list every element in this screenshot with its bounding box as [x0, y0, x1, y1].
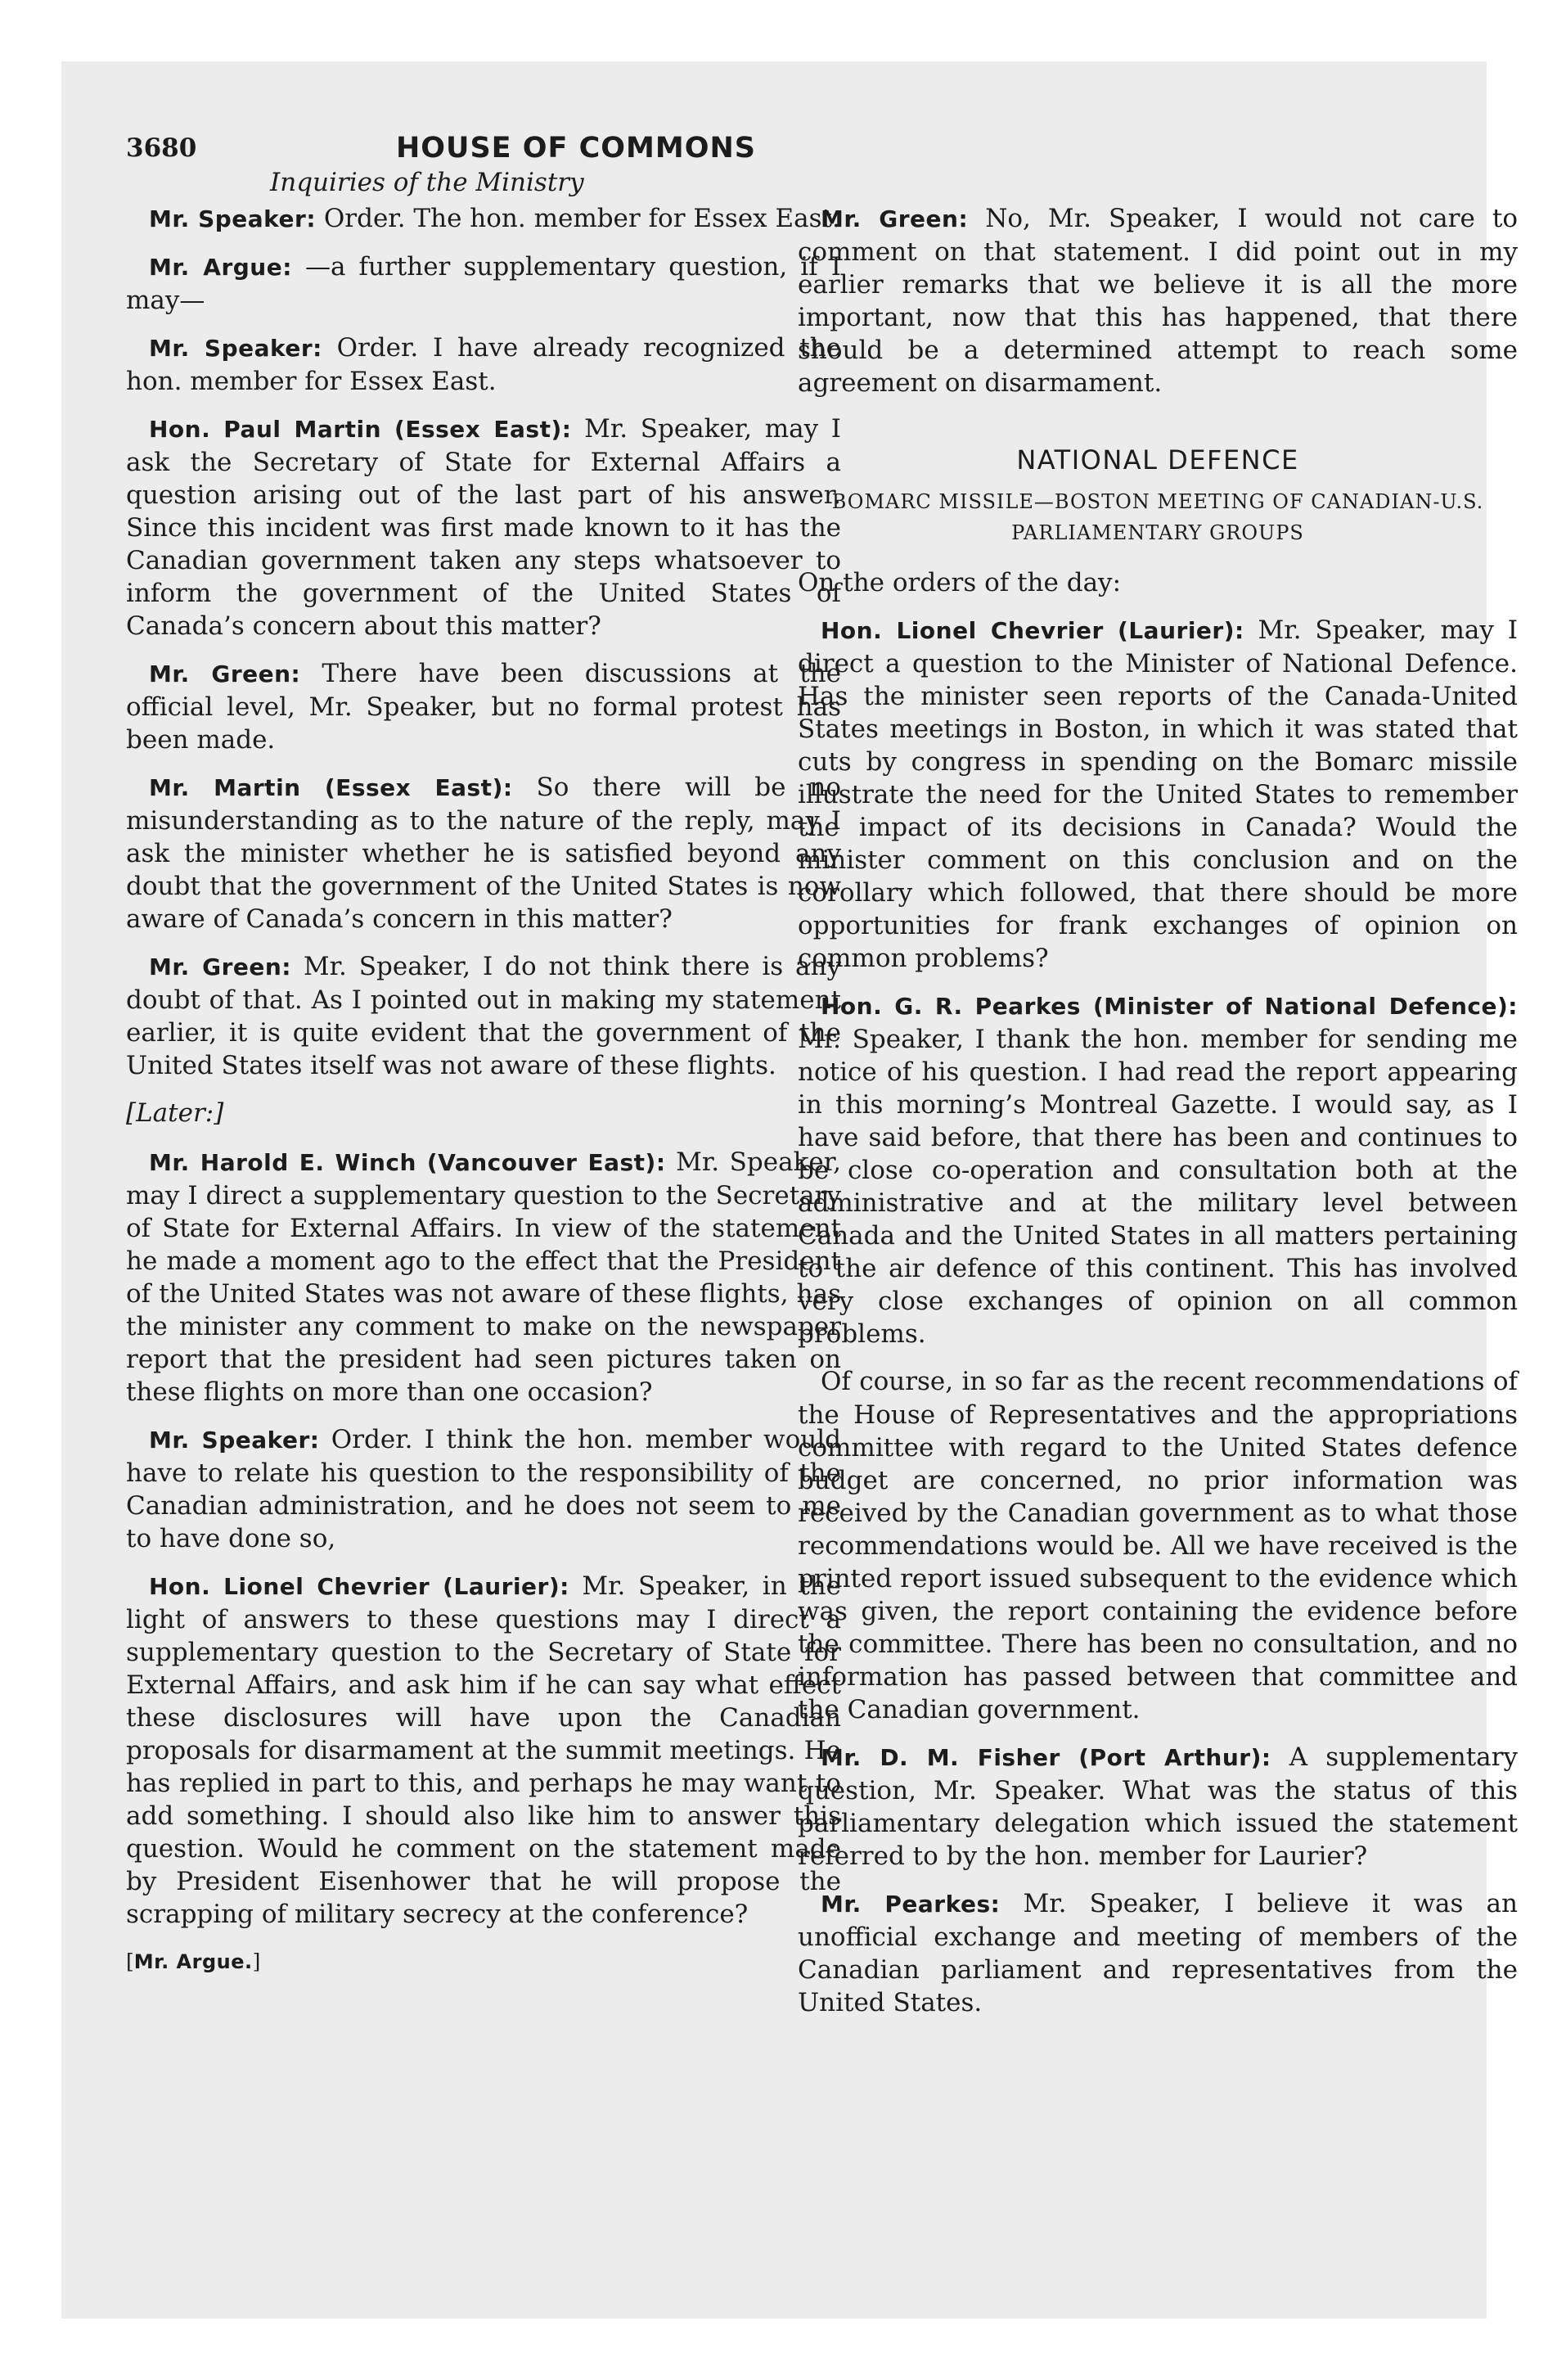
footer-speaker: Mr. Argue. — [133, 1950, 253, 1973]
bracket-open: [ — [126, 1950, 134, 1973]
speaker-name: Mr. Martin (Essex East): — [149, 774, 513, 801]
paragraph — [126, 1423, 841, 1555]
speaker-name: Mr. Green: — [149, 953, 292, 980]
paragraph — [126, 1570, 841, 1931]
speaker-name: Mr. Harold E. Winch (Vancouver East): — [149, 1149, 666, 1176]
speaker-name: Mr. Speaker: — [149, 335, 322, 362]
speech-text: —a further supplementary question, if I may— — [126, 252, 841, 315]
speaker-name: Mr. Green: — [821, 205, 969, 232]
page-title: HOUSE OF COMMONS — [396, 132, 756, 165]
paragraph — [126, 412, 841, 642]
paragraph — [126, 657, 841, 756]
speech-text: Order. The hon. member for Essex East. — [316, 204, 840, 233]
orders-line: On the orders of the day: — [798, 568, 1122, 597]
speaker-name: Mr. Argue: — [149, 254, 292, 281]
speaker-name: Hon. Lionel Chevrier (Laurier): — [821, 617, 1244, 644]
speaker-name: Mr. Pearkes: — [821, 1891, 1001, 1918]
paragraph — [126, 1146, 841, 1409]
paragraph — [126, 331, 841, 398]
speech-text: Mr. Speaker, I do not think there is any doubt of that. As I pointed out in making my statement earlier, it is quite evident that the government of the United States itself was not aware of these flights. — [126, 952, 841, 1080]
speech-text: There have been discussions at the official level, Mr. Speaker, but no formal protest has been made. — [126, 659, 841, 755]
speech-text: Order. I have already recognized the hon. member for Essex East. — [126, 333, 841, 396]
speaker-name: Hon. Lionel Chevrier (Laurier): — [149, 1573, 569, 1600]
speech-text: Mr. Speaker, may I ask the Secretary of State for External Affairs a question arising out of the last part of his answer. Since this incident was first made known to it has the Canadian government taken any steps whatsoever to inform the government of the United States of Canada’s concern about this matter? — [126, 414, 841, 641]
speech-text: Order. I think the hon. member would have to relate his question to the responsibility of the Canadian administration, and he does not seem to me to have done so, — [126, 1425, 841, 1553]
speech-text: Of course, in so far as the recent recommendations of the House of Representatives and the appropriations committee with regard to the United States defence budget are concerned, no prior information was received by the Canadian government as to what those recommendations would be. All we have received is the printed report issued subsequent to the evidence which was given, the report containing the evidence before the committee. There has been no consultation, and no information has passed between that committee and the Canadian government. — [798, 1367, 1518, 1724]
speaker-name: Mr. Speaker: — [149, 1427, 320, 1454]
paragraph — [798, 614, 1518, 975]
paragraph — [126, 202, 841, 236]
left-column — [126, 202, 841, 1978]
right-column — [798, 202, 1518, 2034]
speech-text: Mr. Speaker, in the light of answers to these questions may I direct a supplementary question to the Secretary of State for External Affairs, and ask him if he can say what effect these disclosures will have upon the Canadian proposals for disarmament at the summit meetings. He has replied in part to this, and perhaps he may want to add something. I should also like him to answer this question. Would he comment on the statement made by President Eisenhower that he will propose the scrapping of military secrecy at the conference? — [126, 1571, 841, 1929]
section-heading: NATIONAL DEFENCE — [1016, 444, 1299, 476]
paragraph — [798, 1887, 1518, 2019]
running-subtitle: Inquiries of the Ministry — [270, 168, 584, 197]
speaker-name: Mr. Speaker: — [149, 205, 317, 232]
footer-reference — [126, 1945, 841, 1978]
speaker-name: Hon. G. R. Pearkes (Minister of National Defence): — [821, 993, 1518, 1020]
paragraph — [126, 250, 841, 317]
paragraph — [126, 950, 841, 1082]
speaker-name: Mr. Green: — [149, 660, 301, 687]
speech-text: So there will be no misunderstanding as to the nature of the reply, may I ask the minister whether he is satisfied beyond any doubt that the government of the United States is now aware of Canada’s concern in this matter? — [126, 773, 841, 934]
paragraph — [798, 1365, 1518, 1726]
section-subheading: BOMARC MISSILE—BOSTON MEETING OF CANADIAN-U.S. PARLIAMENTARY GROUPS — [831, 490, 1484, 544]
page-number: 3680 — [126, 133, 197, 163]
speech-text: Mr. Speaker, I believe it was an unofficial exchange and meeting of members of the Canadian parliament and representatives from the United States. — [798, 1889, 1518, 2017]
speaker-name: Hon. Paul Martin (Essex East): — [149, 416, 572, 443]
speech-text: No, Mr. Speaker, I would not care to comment on that statement. I did point out in my earlier remarks that we believe it is all the more important, now that this has happened, that there should be a determined attempt to reach some agreement on disarmament. — [798, 204, 1518, 398]
later-marker: [Later:] — [126, 1098, 224, 1128]
speech-text: Mr. Speaker, may I direct a supplementary question to the Secretary of State for External Affairs. In view of the statement he made a moment ago to the effect that the President of the United States was not aware of these flights, has the minister any comment to make on the newspaper report that the president had seen pictures taken on these flights on more than one occasion? — [126, 1147, 841, 1407]
speech-text: Mr. Speaker, I thank the hon. member for sending me notice of his question. I had read the report appearing in this morning’s Montreal Gazette. I would say, as I have said before, that there has been and continues to be close co-operation and consultation both at the administrative and at the military level between Canada and the United States in all matters pertaining to the air defence of this continent. This has involved very close exchanges of opinion on all common problems. — [798, 1025, 1518, 1349]
paragraph — [798, 202, 1518, 399]
bracket-close: ] — [252, 1950, 261, 1973]
speech-text: A supplementary question, Mr. Speaker. What was the status of this parliamentary delegation which issued the statement referred to by the hon. member for Laurier? — [798, 1742, 1518, 1871]
speech-text: Mr. Speaker, may I direct a question to the Minister of National Defence. Has the minister seen reports of the Canada-United States meetings in Boston, in which it was stated that cuts by congress in spending on the Bomarc missile illustrate the need for the United States to remember the impact of its decisions in Canada? Would the minister comment on this conclusion and on the corollary which followed, that there should be more opportunities for frank exchanges of opinion on common problems? — [798, 615, 1518, 973]
paragraph — [798, 989, 1518, 1350]
document-page — [61, 61, 1518, 2319]
speaker-name: Mr. D. M. Fisher (Port Arthur): — [821, 1744, 1271, 1771]
paragraph — [798, 1741, 1518, 1873]
paragraph — [126, 771, 841, 935]
